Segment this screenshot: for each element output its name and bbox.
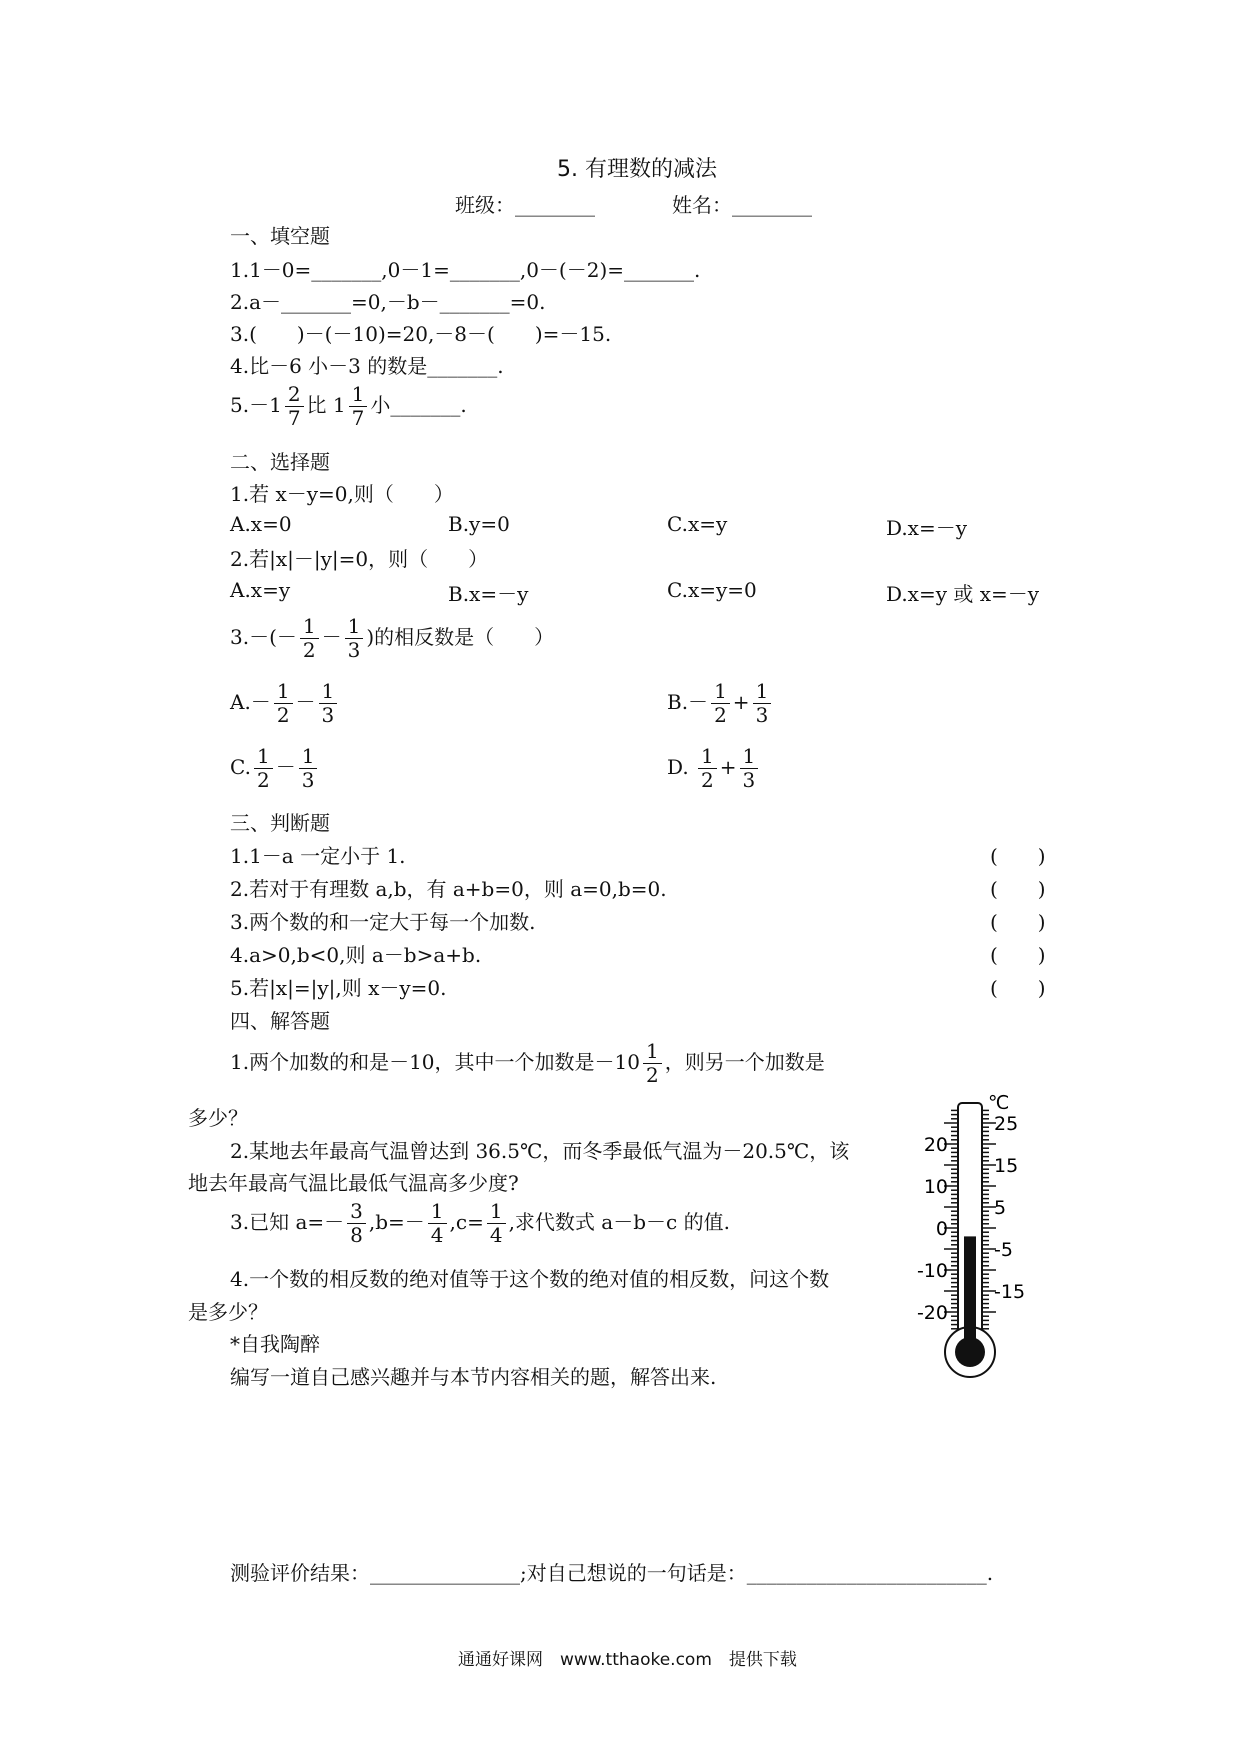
self-task: 编写一道自己感兴趣并与本节内容相关的题，解答出来. xyxy=(230,1365,717,1389)
thermometer-unit: ℃ xyxy=(988,1092,1010,1114)
fill-question-2: 2.a－_______=0,－b－_______=0. xyxy=(230,290,546,314)
choice-question-2: 2.若|x|－|y|=0，则（ ） xyxy=(230,547,489,571)
thermometer-right-label: 15 xyxy=(994,1155,1019,1177)
thermometer-left-label: 20 xyxy=(923,1134,948,1156)
fraction: $\frac{1}{2}$ xyxy=(698,745,717,792)
fill-question-1: 1.1－0=_______,0－1=_______,0－(－2)=_______. xyxy=(230,258,701,282)
self-title: *自我陶醉 xyxy=(230,1332,320,1356)
judge-bracket: ( ) xyxy=(990,877,1046,901)
thermometer-right-label: -15 xyxy=(994,1281,1026,1303)
choice-question-3 xyxy=(230,615,554,662)
choice-q1-option-c: C.x=y xyxy=(667,512,728,536)
fraction: $\frac{1}{2}$ xyxy=(300,615,319,662)
judge-bracket: ( ) xyxy=(990,943,1046,967)
thermometer-left-label: 0 xyxy=(935,1218,948,1240)
fraction: $\frac{1}{4}$ xyxy=(487,1200,506,1247)
choice-q1-option-b: B.y=0 xyxy=(448,512,510,536)
thermometer-left-label: -10 xyxy=(916,1260,948,1282)
page-title: 5. 有理数的减法 xyxy=(557,157,717,182)
judge-bracket: ( ) xyxy=(990,844,1046,868)
thermometer-figure xyxy=(890,1085,1065,1385)
judge-item-1: 1.1－a 一定小于 1. xyxy=(230,844,406,868)
answer-question-1-cont: 多少？ xyxy=(188,1106,248,1130)
fraction: $\frac{3}{8}$ xyxy=(347,1200,366,1247)
answer-question-4: 4.一个数的相反数的绝对值等于这个数的绝对值的相反数，问这个数 xyxy=(230,1267,830,1291)
fill-question-5 xyxy=(230,383,467,430)
fraction: $\frac{1}{3}$ xyxy=(740,745,759,792)
judge-item-2: 2.若对于有理数 a,b，有 a+b=0，则 a=0,b=0. xyxy=(230,877,667,901)
choice-q3-option-b: B.－ $\frac{1}{2}$ + $\frac{1}{3}$ xyxy=(667,680,774,727)
answer-question-1: 1.两个加数的和是－10，其中一个加数是－10 $\frac{1}{2}$ ，则另一个加数是 xyxy=(230,1039,825,1087)
thermometer-left-label: -20 xyxy=(916,1302,948,1324)
evaluation-line: 测验评价结果：_______________;对自己想说的一句话是：________________________. xyxy=(230,1561,994,1585)
fill-q5-suffix: 小_______. xyxy=(370,393,467,417)
section-fill-heading: 一、填空题 xyxy=(230,224,330,248)
fraction: $\frac{1}{7}$ xyxy=(349,383,368,430)
answer-question-4-cont: 是多少？ xyxy=(188,1300,268,1324)
choice-q2-option-c: C.x=y=0 xyxy=(667,578,757,602)
choice-q1-option-d: D.x=－y xyxy=(886,516,968,540)
fraction: $\frac{1}{3}$ xyxy=(299,745,318,792)
answer-question-2-cont: 地去年最高气温比最低气温高多少度? xyxy=(188,1171,519,1195)
q3-prefix: 3.－(－ xyxy=(230,625,297,649)
footer-source: 通通好课网 www.tthaoke.com 提供下载 xyxy=(458,1650,797,1670)
fraction: $\frac{1}{3}$ xyxy=(753,680,772,727)
choice-q3-option-d: D. $\frac{1}{2}$ + $\frac{1}{3}$ xyxy=(667,745,761,792)
judge-item-5: 5.若|x|=|y|,则 x－y=0. xyxy=(230,976,447,1000)
choice-q3-option-a: A.－ $\frac{1}{2}$ － $\frac{1}{3}$ xyxy=(230,680,340,727)
section-answer-heading: 四、解答题 xyxy=(230,1009,330,1033)
choice-q2-option-d: D.x=y 或 x=－y xyxy=(886,582,1040,606)
thermometer-left-label: 10 xyxy=(923,1176,948,1198)
class-field: 班级：________ xyxy=(455,193,595,217)
q3-minus: － xyxy=(321,625,342,649)
fraction: $\frac{1}{3}$ xyxy=(319,680,338,727)
thermometer-right-label: 25 xyxy=(994,1113,1019,1135)
section-judge-heading: 三、判断题 xyxy=(230,811,330,835)
fill-q5-mid: 比 1 xyxy=(306,393,346,417)
thermometer-right-label: 5 xyxy=(994,1197,1007,1219)
choice-q2-option-a: A.x=y xyxy=(230,578,291,602)
choice-question-1: 1.若 x－y=0,则（ ） xyxy=(230,482,454,506)
fraction: $\frac{1}{3}$ xyxy=(345,615,364,662)
thermometer-right-label: -5 xyxy=(994,1239,1013,1261)
answer-question-3: 3.已知 a=－ $\frac{3}{8}$ ,b=－ $\frac{1}{4}$ ,c= $\frac{1}{4}$ ,求代数式 a－b－c 的值. xyxy=(230,1199,730,1247)
fill-q5-prefix: 5.－1 xyxy=(230,393,282,417)
judge-item-3: 3.两个数的和一定大于每一个加数. xyxy=(230,910,536,934)
fraction: $\frac{2}{7}$ xyxy=(285,383,304,430)
fill-question-3: 3.( )－(－10)=20,－8－( )=－15. xyxy=(230,322,612,346)
q3-suffix: )的相反数是（ ） xyxy=(366,625,555,649)
judge-bracket: ( ) xyxy=(990,910,1046,934)
choice-q1-option-a: A.x=0 xyxy=(230,512,292,536)
fill-question-4: 4.比－6 小－3 的数是_______. xyxy=(230,354,504,378)
fraction: $\frac{1}{2}$ xyxy=(643,1040,662,1087)
fraction: $\frac{1}{2}$ xyxy=(274,680,293,727)
judge-item-4: 4.a>0,b<0,则 a－b>a+b. xyxy=(230,943,482,967)
judge-bracket: ( ) xyxy=(990,976,1046,1000)
fraction: $\frac{1}{2}$ xyxy=(254,745,273,792)
choice-q2-option-b: B.x=－y xyxy=(448,582,529,606)
fraction: $\frac{1}{4}$ xyxy=(428,1200,447,1247)
section-choice-heading: 二、选择题 xyxy=(230,450,330,474)
fraction: $\frac{1}{2}$ xyxy=(711,680,730,727)
name-field: 姓名：________ xyxy=(672,193,812,217)
thermometer-mercury xyxy=(964,1236,976,1347)
choice-q3-option-c: C. $\frac{1}{2}$ － $\frac{1}{3}$ xyxy=(230,745,320,792)
answer-question-2: 2.某地去年最高气温曾达到 36.5℃，而冬季最低气温为－20.5℃，该 xyxy=(230,1139,850,1163)
